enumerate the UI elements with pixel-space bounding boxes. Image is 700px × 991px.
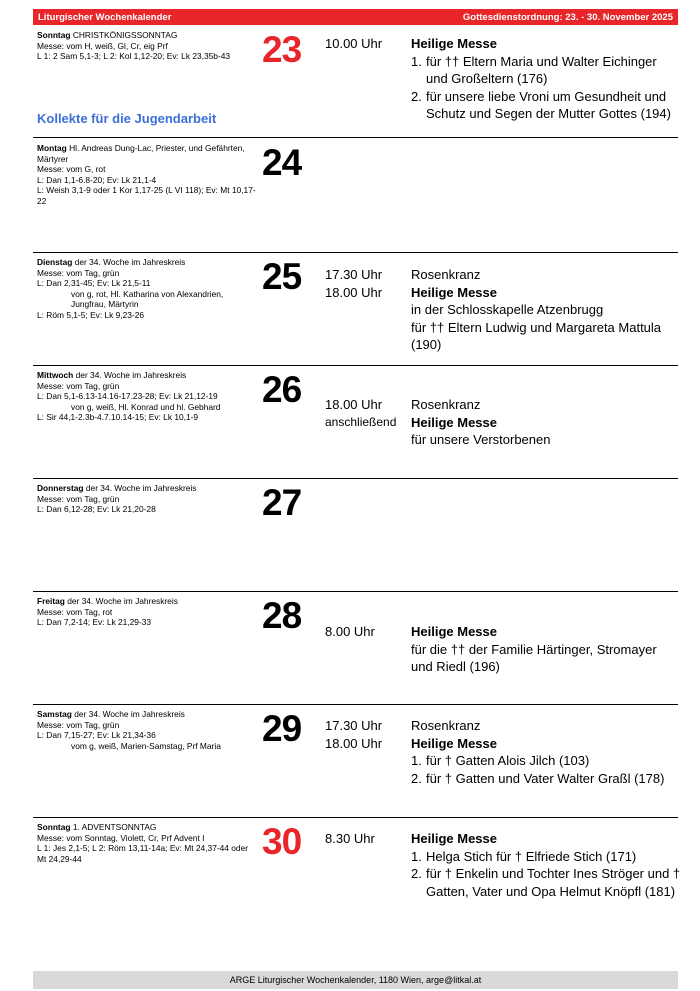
alternative-mass: von g, weiß, Hl. Konrad und hl. Gebhard xyxy=(71,401,221,412)
weekday: Montag xyxy=(37,143,67,153)
readings-line: L: Röm 5,1-5; Ev: Lk 9,23-26 xyxy=(37,309,145,320)
intention-item: 2. für † Gatten und Vater Walter Graßl (178) xyxy=(411,770,665,786)
day-title: der 34. Woche im Jahreskreis xyxy=(75,370,187,380)
service-title: Heilige Messe xyxy=(411,624,497,639)
day-title: der 34. Woche im Jahreskreis xyxy=(74,709,185,719)
service-times xyxy=(325,623,405,641)
day-block-30 xyxy=(33,819,681,959)
service-title: Heilige Messe xyxy=(411,284,497,300)
intention-item: 1. für †† Eltern Maria und Walter Eichinger und Großeltern (176) xyxy=(411,53,657,86)
readings-line: L 1: 2 Sam 5,1-3; L 2: Kol 1,12-20; Ev: Lk 23,35b-43 xyxy=(37,51,231,61)
day-title: der 34. Woche im Jahreskreis xyxy=(67,596,178,606)
readings-line: L: Dan 7,15-27; Ev: Lk 21,34-36 xyxy=(37,730,156,740)
service-title: Heilige Messe xyxy=(411,414,497,430)
day-number: 27 xyxy=(262,482,302,523)
service-times xyxy=(325,396,405,431)
mass-line: Messe: vom Tag, grün xyxy=(37,267,120,278)
day-title: 1. ADVENTSONNTAG xyxy=(72,822,157,832)
day-info xyxy=(37,822,259,864)
readings-line: L: Dan 2,31-45; Ev: Lk 21,5-11 xyxy=(37,278,151,288)
day-number: 24 xyxy=(262,142,302,183)
service-title: Heilige Messe xyxy=(411,36,497,51)
day-block-28 xyxy=(33,593,678,705)
page-footer xyxy=(33,971,678,989)
calendar-header xyxy=(33,9,678,25)
service-pre: Rosenkranz xyxy=(411,267,481,282)
service-pre: Rosenkranz xyxy=(411,718,481,733)
readings-line: L: Dan 1,1-6.8-20; Ev: Lk 21,1-4 xyxy=(37,174,157,185)
day-block-29 xyxy=(33,706,678,818)
day-info xyxy=(37,370,259,423)
mass-line: Messe: vom Tag, grün xyxy=(37,380,120,391)
weekday: Sonntag xyxy=(37,822,71,832)
day-number: 30 xyxy=(262,821,302,862)
day-title: CHRISTKÖNIGSSONNTAG xyxy=(72,30,178,40)
time: 18.00 Uhr xyxy=(325,735,383,751)
readings-line: L: Dan 5,1-6.13-14.16-17.23-28; Ev: Lk 21,12-19 xyxy=(37,391,218,401)
time: 8.30 Uhr xyxy=(325,831,375,846)
intention-item: 2. für † Enkelin und Tochter Ines Ströger und † Gatten, Vater und Opa Helmut Knöpfl (181) xyxy=(411,866,681,899)
intention-item: 1. für † Gatten Alois Jilch (103) xyxy=(411,753,590,768)
readings-line: L: Sir 44,1-2.3b-4.7.10.14-15; Ev: Lk 10,1-9 xyxy=(37,412,199,422)
day-block-27 xyxy=(33,480,678,592)
intention-item: 2. für unsere liebe Vroni um Gesundheit und Schutz und Segen der Mutter Gottes (194) xyxy=(411,88,671,121)
mass-line: Messe: vom G, rot xyxy=(37,164,106,174)
readings-line: L: Dan 7,2-14; Ev: Lk 21,29-33 xyxy=(37,617,152,627)
mass-line: Messe: vom H, weiß, Gl, Cr, eig Prf xyxy=(37,40,168,51)
day-title: Hl. Andreas Dung-Lac, Priester, und Gefährten, Märtyrer xyxy=(37,143,245,164)
service-list xyxy=(411,35,681,123)
time: 18.00 Uhr xyxy=(325,284,383,300)
weekday: Dienstag xyxy=(37,257,73,267)
weekday: Sonntag xyxy=(37,30,71,40)
readings-line: L 1: Jes 2,1-5; L 2: Röm 13,11-14a; Ev: Mt 24,37-44 oder Mt 24,29-44 xyxy=(37,843,249,864)
service-title: Heilige Messe xyxy=(411,831,497,846)
day-block-24 xyxy=(33,140,678,253)
mass-line: Messe: vom Tag, rot xyxy=(37,606,113,617)
day-title: der 34. Woche im Jahreskreis xyxy=(85,483,197,493)
footer-text: ARGE Liturgischer Wochenkalender, 1180 Wien, arge@litkal.at xyxy=(229,975,482,985)
mass-line: Messe: vom Tag, grün xyxy=(37,493,120,504)
alternative-mass: vom g, weiß, Marien-Samstag, Prf Maria xyxy=(71,740,221,751)
service-times xyxy=(325,35,405,53)
day-info xyxy=(37,483,259,515)
day-title: der 34. Woche im Jahreskreis xyxy=(74,257,186,267)
service-list xyxy=(411,717,681,787)
day-block-25 xyxy=(33,254,678,366)
mass-line: Messe: vom Tag, grün xyxy=(37,719,120,730)
day-number: 23 xyxy=(262,29,302,70)
day-number: 25 xyxy=(262,256,302,297)
day-info xyxy=(37,709,259,751)
readings-line: L: Dan 6,12-28; Ev: Lk 21,20-28 xyxy=(37,504,156,514)
header-date-range: Gottesdienstordnung: 23. - 30. November 2025 xyxy=(462,11,673,23)
service-line: für die †† der Familie Härtinger, Stromayer und Riedl (196) xyxy=(411,641,657,674)
time: 18.00 Uhr xyxy=(325,397,383,412)
service-line: in der Schlosskapelle Atzenbrugg xyxy=(411,302,604,317)
service-times xyxy=(325,830,405,848)
weekday: Samstag xyxy=(37,709,72,719)
service-list xyxy=(411,830,681,900)
day-block-23 xyxy=(33,27,678,138)
service-list xyxy=(411,623,681,676)
day-number: 28 xyxy=(262,595,302,636)
day-info xyxy=(37,143,259,206)
weekday: Freitag xyxy=(37,596,65,606)
service-line: für unsere Verstorbenen xyxy=(411,432,551,447)
day-block-26 xyxy=(33,367,678,479)
service-line: für †† Eltern Ludwig und Margareta Mattula (190) xyxy=(411,319,662,352)
time: 17.30 Uhr xyxy=(325,718,383,733)
day-number: 26 xyxy=(262,369,302,410)
service-times xyxy=(325,266,405,301)
day-info xyxy=(37,257,259,320)
weekday: Mittwoch xyxy=(37,370,74,380)
service-title: Heilige Messe xyxy=(411,735,497,751)
intention-item: 1. Helga Stich für † Elfriede Stich (171) xyxy=(411,848,637,864)
day-number: 29 xyxy=(262,708,302,749)
service-list xyxy=(411,396,681,449)
header-title: Liturgischer Wochenkalender xyxy=(38,11,172,23)
time: anschließend xyxy=(325,414,397,429)
day-info xyxy=(37,30,259,62)
day-info xyxy=(37,596,259,628)
time: 8.00 Uhr xyxy=(325,624,375,639)
alternative-mass: von g, rot, Hl. Katharina von Alexandrien, Jungfrau, Märtyrin xyxy=(71,288,224,309)
collection-note: Kollekte für die Jugendarbeit xyxy=(37,111,217,126)
service-times xyxy=(325,717,405,752)
service-list xyxy=(411,266,681,354)
weekday: Donnerstag xyxy=(37,483,84,493)
readings-line: L: Weish 3,1-9 oder 1 Kor 1,17-25 (L VI 118); Ev: Mt 10,17-22 xyxy=(37,185,256,206)
service-pre: Rosenkranz xyxy=(411,397,481,412)
mass-line: Messe: vom Sonntag, Violett, Cr, Prf Advent I xyxy=(37,832,205,843)
time: 10.00 Uhr xyxy=(325,36,383,51)
time: 17.30 Uhr xyxy=(325,267,383,282)
